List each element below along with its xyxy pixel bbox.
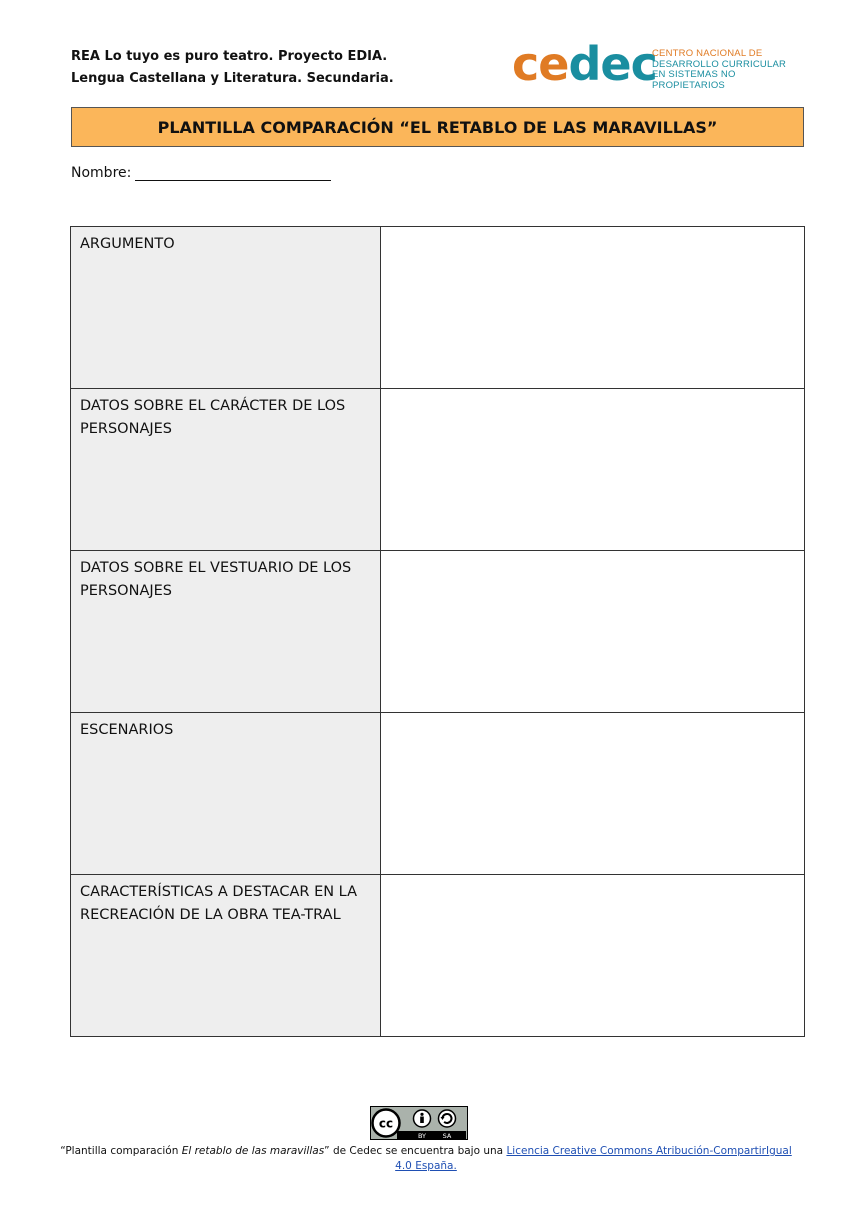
header-line-2: Lengua Castellana y Literatura. Secundaria. [71,71,394,86]
row-answer-cell[interactable] [381,227,805,389]
by-label: BY [417,1132,427,1140]
comparison-table [70,226,805,1037]
cc-text: cc [378,1116,394,1131]
name-blank-line[interactable] [135,165,331,181]
page-title: PLANTILLA COMPARACIÓN “EL RETABLO DE LAS MARAVILLAS” [71,107,804,147]
share-alike-icon [439,1110,456,1127]
row-label: DATOS SOBRE EL VESTUARIO DE LOS PERSONAJES [71,551,381,713]
cedec-logo-subtitle: CENTRO NACIONAL DE DESARROLLO CURRICULAR EN SISTEMAS NO PROPIETARIOS [652,48,787,91]
table-row [71,875,805,1037]
footer-text-2: ” de Cedec se encuentra bajo una [324,1145,507,1157]
row-answer-cell[interactable] [381,389,805,551]
table-row [71,713,805,875]
document-header [71,46,394,90]
row-label: DATOS SOBRE EL CARÁCTER DE LOS PERSONAJES [71,389,381,551]
row-answer-cell[interactable] [381,875,805,1037]
license-link[interactable]: Licencia Creative Commons Atribución-CompartirIgual 4.0 España. [395,1145,792,1172]
row-label: CARACTERÍSTICAS A DESTACAR EN LA RECREACIÓN DE LA OBRA TEA-TRAL [71,875,381,1037]
table-row [71,551,805,713]
name-field [71,165,331,181]
name-label: Nombre: [71,165,132,181]
table-row [71,389,805,551]
row-label: ESCENARIOS [71,713,381,875]
cc-by-sa-badge[interactable] [370,1106,468,1140]
row-label: ARGUMENTO [71,227,381,389]
sa-label: SA [442,1132,452,1140]
row-answer-cell[interactable] [381,713,805,875]
header-line-1: REA Lo tuyo es puro teatro. Proyecto EDIA. [71,49,388,64]
license-footer [60,1144,792,1174]
cedec-logo-wordmark: cedec [512,37,657,91]
footer-text-1: “Plantilla comparación [60,1145,182,1157]
footer-work-title: El retablo de las maravillas [181,1145,325,1157]
table-row [71,227,805,389]
row-answer-cell[interactable] [381,551,805,713]
cedec-logo [510,38,810,94]
